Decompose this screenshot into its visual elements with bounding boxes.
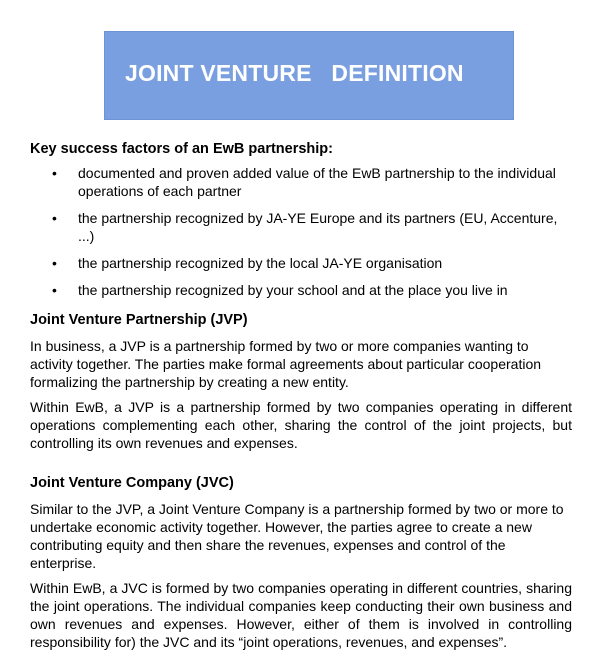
list-item-text: documented and proven added value of the EwB partnership to the individual operations of each partner	[78, 165, 556, 199]
jvp-heading: Joint Venture Partnership (JVP)	[30, 312, 248, 328]
bullet-icon: •	[52, 255, 57, 271]
jvc-paragraph-2: Within EwB, a JVC is formed by two companies operating in different countries, sharing the joint operations. The individual companies keep conducting their own business and own revenues and expenses. However, either of them is involved in controlling responsibility for) the JVC and its “joint operations, revenues, and expenses”.	[30, 580, 572, 650]
jvp-paragraph-2: Within EwB, a JVP is a partnership formed by two companies operating in different operations complementing each other, sharing the control of the joint projects, but controlling its own revenues and expenses.	[30, 399, 572, 451]
bullet-icon: •	[52, 210, 57, 226]
title-banner	[104, 31, 514, 120]
list-item-text: the partnership recognized by JA-YE Europe and its partners (EU, Accenture, ...)	[78, 210, 558, 244]
jvc-paragraph-1: Similar to the JVP, a Joint Venture Company is a partnership formed by two or more to undertake economic activity together. However, the parties agree to create a new contributing equity and then share the revenues, expenses and control of the enterprise.	[30, 501, 564, 571]
document-body	[30, 140, 572, 658]
bullet-icon: •	[52, 282, 57, 298]
list-item	[30, 209, 572, 245]
page-title: JOINT VENTURE DEFINITION	[125, 60, 464, 86]
key-factors-heading: Key success factors of an EwB partnership:	[30, 141, 333, 157]
bullet-icon: •	[52, 165, 57, 181]
list-item-text: the partnership recognized by the local JA-YE organisation	[78, 255, 443, 271]
jvc-heading: Joint Venture Company (JVC)	[30, 475, 234, 491]
list-item	[30, 281, 572, 299]
list-item	[30, 254, 572, 272]
key-factors-list	[30, 164, 572, 299]
jvp-paragraph-1: In business, a JVP is a partnership formed by two or more companies wanting to activity together. The parties make formal agreements about particular cooperation formalizing the partnership by creating a new entity.	[30, 338, 542, 390]
list-item	[30, 164, 572, 200]
list-item-text: the partnership recognized by your school and at the place you live in	[78, 282, 508, 298]
